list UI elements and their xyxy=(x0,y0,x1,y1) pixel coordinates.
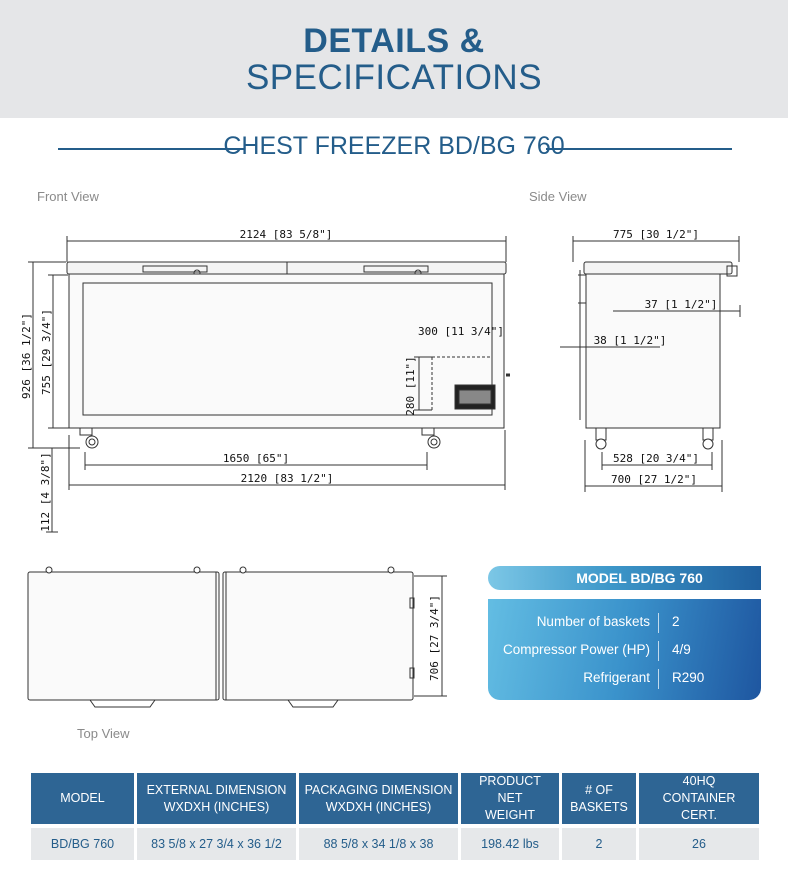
table-cell-model: BD/BG 760 xyxy=(31,828,134,860)
dim-front-caster-height: 112 [4 3/8"] xyxy=(39,452,52,532)
table-row xyxy=(31,828,759,860)
table-header-row xyxy=(31,773,759,824)
top-view-drawing xyxy=(28,567,447,707)
spec-row-compressor xyxy=(488,638,761,664)
spec-divider xyxy=(658,641,659,661)
table-header-net-weight: PRODUCT NET WEIGHT xyxy=(461,773,559,824)
table-header-external-dimension: EXTERNAL DIMENSION WXDXH (INCHES) xyxy=(137,773,296,824)
table-header-baskets: # OF BASKETS xyxy=(562,773,636,824)
table-cell-external-dimension: 83 5/8 x 27 3/4 x 36 1/2 xyxy=(137,828,296,860)
page-title-line1: DETAILS & xyxy=(303,22,485,60)
spec-divider xyxy=(658,669,659,689)
dim-front-caster-span: 1650 [65"] xyxy=(222,452,290,465)
dim-front-panel-height: 280 [11"] xyxy=(404,356,417,416)
table-cell-packaging-dimension: 88 5/8 x 34 1/8 x 38 xyxy=(299,828,458,860)
dim-side-offset-2: 38 [1 1/2"] xyxy=(593,334,667,347)
dim-side-offset-1: 37 [1 1/2"] xyxy=(644,298,718,311)
dim-front-panel-width: 300 [11 3/4"] xyxy=(417,325,505,338)
spec-value: R290 xyxy=(672,670,705,685)
spec-value: 4/9 xyxy=(672,642,691,657)
spec-row-baskets xyxy=(488,610,761,636)
table-header-packaging-dimension: PACKAGING DIMENSION WXDXH (INCHES) xyxy=(299,773,458,824)
spec-divider xyxy=(658,613,659,633)
table-cell-net-weight: 198.42 lbs xyxy=(461,828,559,860)
model-spec-box xyxy=(488,566,761,701)
front-view-label: Front View xyxy=(37,189,99,204)
product-subtitle: CHEST FREEZER BD/BG 760 xyxy=(223,132,565,160)
dim-side-depth-top: 775 [30 1/2"] xyxy=(612,228,700,241)
top-view-label: Top View xyxy=(77,726,130,741)
table-header-model: MODEL xyxy=(31,773,134,824)
specifications-table xyxy=(28,773,762,860)
dim-front-height-body: 755 [29 3/4"] xyxy=(40,308,53,396)
page-title-line2: SPECIFICATIONS xyxy=(245,58,543,97)
dim-front-width-bottom: 2120 [83 1/2"] xyxy=(240,472,334,485)
table-cell-container-cert: 26 xyxy=(639,828,759,860)
side-view-label: Side View xyxy=(529,189,587,204)
front-view-drawing xyxy=(28,236,510,532)
table-cell-baskets: 2 xyxy=(562,828,636,860)
dim-top-depth: 706 [27 3/4"] xyxy=(428,594,441,682)
spec-label: Compressor Power (HP) xyxy=(502,642,650,657)
dim-side-depth-bottom: 700 [27 1/2"] xyxy=(610,473,698,486)
dim-side-caster-span: 528 [20 3/4"] xyxy=(612,452,700,465)
model-box-header: MODEL BD/BG 760 xyxy=(488,566,761,590)
dim-front-height-total: 926 [36 1/2"] xyxy=(20,312,33,400)
spec-label: Number of baskets xyxy=(536,614,650,629)
spec-row-refrigerant xyxy=(488,666,761,692)
spec-label: Refrigerant xyxy=(583,670,650,685)
table-header-container-cert: 40HQ CONTAINER CERT. xyxy=(639,773,759,824)
model-box-body xyxy=(488,599,761,700)
spec-value: 2 xyxy=(672,614,680,629)
dim-front-width-top: 2124 [83 5/8"] xyxy=(239,228,333,241)
